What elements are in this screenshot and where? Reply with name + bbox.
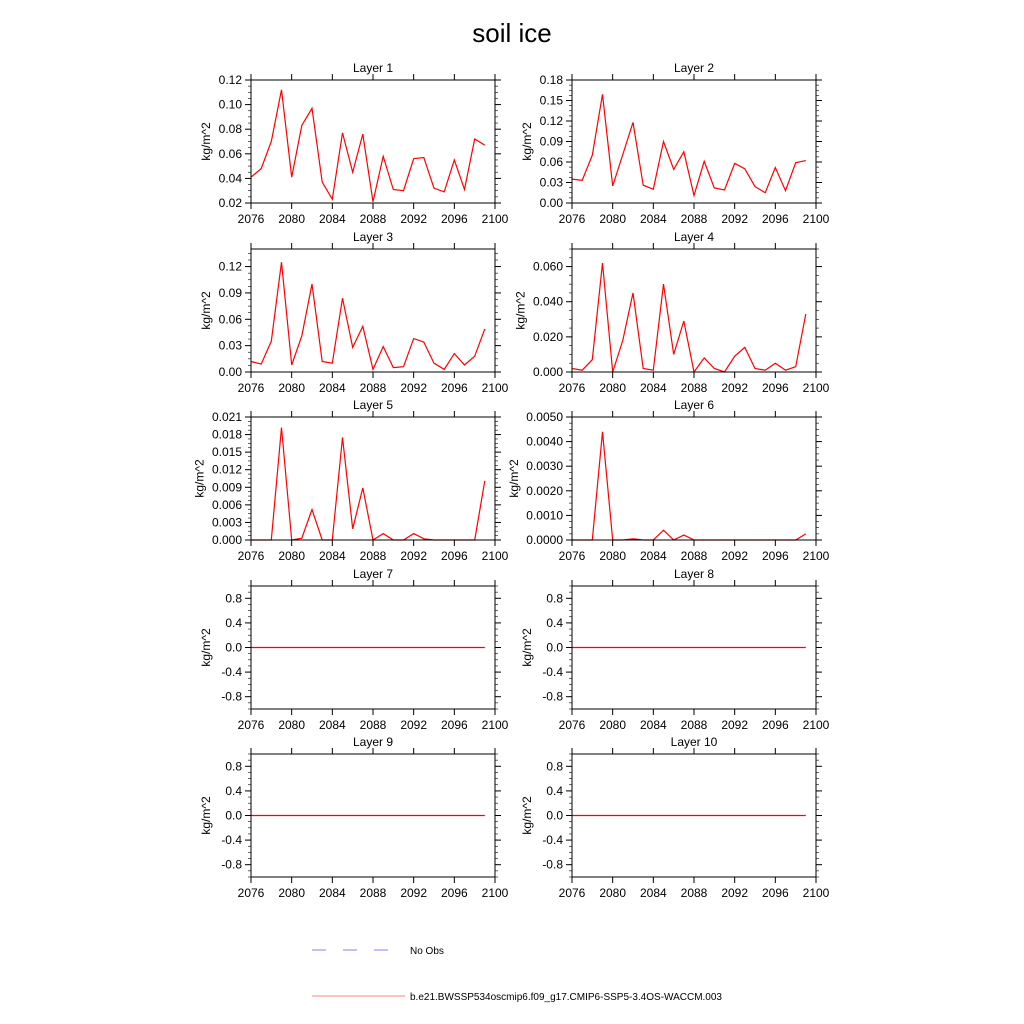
y-tick-label: 0.08 xyxy=(218,122,242,137)
plot-frame xyxy=(251,417,495,540)
y-tick-label: -0.8 xyxy=(542,689,563,704)
x-tick-label: 2084 xyxy=(318,718,346,732)
series-line xyxy=(572,94,806,195)
x-tick-label: 2076 xyxy=(237,718,265,732)
x-tick-label: 2088 xyxy=(680,381,708,395)
x-tick-label: 2084 xyxy=(318,886,346,900)
y-tick-label: 0.09 xyxy=(218,285,242,300)
y-axis-label: kg/m^2 xyxy=(199,122,214,161)
panel-layer-7 xyxy=(199,567,508,732)
y-tick-label: 0.0 xyxy=(225,808,242,823)
x-tick-label: 2092 xyxy=(400,886,428,900)
x-tick-label: 2096 xyxy=(761,886,789,900)
y-tick-label: 0.8 xyxy=(225,759,242,774)
x-tick-label: 2076 xyxy=(237,886,265,900)
y-tick-label: 0.015 xyxy=(211,445,242,460)
x-tick-label: 2088 xyxy=(680,718,708,732)
x-tick-label: 2088 xyxy=(359,718,387,732)
y-tick-label: 0.00 xyxy=(218,365,242,379)
y-tick-label: 0.4 xyxy=(225,783,242,798)
x-tick-label: 2088 xyxy=(680,212,708,226)
plot-frame xyxy=(572,417,816,540)
x-tick-label: 2076 xyxy=(558,549,586,563)
y-tick-label: 0.000 xyxy=(211,533,242,547)
y-tick-label: 0.12 xyxy=(218,259,242,274)
panel-title: Layer 3 xyxy=(352,230,394,244)
y-tick-label: 0.09 xyxy=(539,134,563,149)
y-tick-label: 0.06 xyxy=(218,312,242,327)
panel-layer-8 xyxy=(520,567,829,732)
y-axis-label: kg/m^2 xyxy=(192,459,207,498)
panel-title: Layer 5 xyxy=(352,398,394,412)
y-tick-label: 0.0050 xyxy=(526,410,563,424)
x-tick-label: 2080 xyxy=(599,549,627,563)
x-tick-label: 2088 xyxy=(359,886,387,900)
y-tick-label: 0.02 xyxy=(218,196,242,210)
panel-title: Layer 2 xyxy=(673,61,715,75)
y-tick-label: 0.006 xyxy=(211,497,242,512)
x-tick-label: 2100 xyxy=(802,381,830,395)
x-tick-label: 2092 xyxy=(400,718,428,732)
y-tick-label: 0.020 xyxy=(532,329,563,344)
chart-title: soil ice xyxy=(472,18,552,48)
x-tick-label: 2076 xyxy=(237,212,265,226)
x-tick-label: 2084 xyxy=(639,381,667,395)
x-tick-label: 2088 xyxy=(680,886,708,900)
y-axis-label: kg/m^2 xyxy=(199,291,214,330)
y-axis-label: kg/m^2 xyxy=(199,796,214,835)
x-tick-label: 2088 xyxy=(359,212,387,226)
x-tick-label: 2084 xyxy=(639,549,667,563)
x-tick-label: 2080 xyxy=(278,718,306,732)
x-tick-label: 2096 xyxy=(440,549,468,563)
y-tick-label: 0.8 xyxy=(225,591,242,606)
x-tick-label: 2076 xyxy=(558,886,586,900)
y-tick-label: 0.009 xyxy=(211,480,242,495)
x-tick-label: 2096 xyxy=(440,886,468,900)
x-tick-label: 2084 xyxy=(318,212,346,226)
y-tick-label: -0.4 xyxy=(221,665,242,680)
panel-title: Layer 1 xyxy=(352,61,394,75)
x-tick-label: 2080 xyxy=(599,381,627,395)
y-tick-label: 0.021 xyxy=(211,410,242,424)
x-tick-label: 2092 xyxy=(721,212,749,226)
y-tick-label: 0.8 xyxy=(546,759,563,774)
y-tick-label: -0.8 xyxy=(221,857,242,872)
series-line xyxy=(251,90,485,202)
y-tick-label: 0.10 xyxy=(218,97,242,112)
y-axis-label: kg/m^2 xyxy=(520,122,535,161)
y-tick-label: 0.4 xyxy=(225,615,242,630)
x-tick-label: 2092 xyxy=(400,212,428,226)
x-tick-label: 2096 xyxy=(440,212,468,226)
plot-frame xyxy=(572,249,816,372)
plot-frame xyxy=(251,249,495,372)
y-tick-label: 0.0040 xyxy=(526,434,563,449)
x-tick-label: 2076 xyxy=(237,381,265,395)
panel-layer-10 xyxy=(520,735,829,900)
panel-title: Layer 7 xyxy=(352,567,394,581)
panel-title: Layer 9 xyxy=(352,735,394,749)
y-tick-label: 0.003 xyxy=(211,515,242,530)
y-tick-label: -0.8 xyxy=(542,857,563,872)
x-tick-label: 2100 xyxy=(802,212,830,226)
y-tick-label: 0.012 xyxy=(211,462,242,477)
panel-title: Layer 8 xyxy=(673,567,715,581)
y-tick-label: 0.4 xyxy=(546,615,563,630)
y-tick-label: 0.0010 xyxy=(526,508,563,523)
series-line xyxy=(251,428,485,541)
y-tick-label: 0.06 xyxy=(539,155,563,169)
x-tick-label: 2100 xyxy=(481,886,509,900)
y-axis-label: kg/m^2 xyxy=(513,291,528,330)
x-tick-label: 2096 xyxy=(761,212,789,226)
x-tick-label: 2080 xyxy=(278,886,306,900)
panel-title: Layer 4 xyxy=(673,230,715,244)
x-tick-label: 2084 xyxy=(639,212,667,226)
x-tick-label: 2084 xyxy=(639,886,667,900)
x-tick-label: 2080 xyxy=(278,549,306,563)
series-line xyxy=(572,263,806,372)
x-tick-label: 2076 xyxy=(558,718,586,732)
y-tick-label: 0.03 xyxy=(539,175,563,190)
x-tick-label: 2080 xyxy=(599,212,627,226)
y-tick-label: -0.4 xyxy=(542,665,563,680)
y-tick-label: -0.4 xyxy=(221,833,242,848)
x-tick-label: 2080 xyxy=(278,212,306,226)
y-tick-label: -0.4 xyxy=(542,833,563,848)
y-axis-label: kg/m^2 xyxy=(199,628,214,667)
y-axis-label: kg/m^2 xyxy=(506,459,521,498)
y-tick-label: 0.12 xyxy=(539,114,563,128)
y-tick-label: 0.06 xyxy=(218,146,242,161)
x-tick-label: 2080 xyxy=(599,718,627,732)
x-tick-label: 2088 xyxy=(359,381,387,395)
x-tick-label: 2100 xyxy=(802,718,830,732)
y-axis-label: kg/m^2 xyxy=(520,628,535,667)
x-tick-label: 2092 xyxy=(721,718,749,732)
y-tick-label: 0.0000 xyxy=(526,533,563,547)
x-tick-label: 2096 xyxy=(761,381,789,395)
panel-layer-9 xyxy=(199,735,508,900)
x-tick-label: 2100 xyxy=(481,718,509,732)
y-tick-label: 0.060 xyxy=(532,259,563,274)
x-tick-label: 2084 xyxy=(318,381,346,395)
y-tick-label: 0.8 xyxy=(546,591,563,606)
x-tick-label: 2092 xyxy=(400,549,428,563)
y-tick-label: 0.0 xyxy=(225,640,242,655)
panel-layer-3 xyxy=(199,230,508,395)
panel-layer-4 xyxy=(514,230,830,395)
x-tick-label: 2084 xyxy=(639,718,667,732)
y-tick-label: 0.12 xyxy=(218,73,242,87)
x-tick-label: 2080 xyxy=(278,381,306,395)
x-tick-label: 2096 xyxy=(440,718,468,732)
x-tick-label: 2100 xyxy=(802,549,830,563)
panel-layer-6 xyxy=(507,398,830,563)
y-tick-label: 0.18 xyxy=(539,73,563,87)
x-tick-label: 2096 xyxy=(440,381,468,395)
x-tick-label: 2092 xyxy=(400,381,428,395)
x-tick-label: 2088 xyxy=(680,549,708,563)
y-axis-label: kg/m^2 xyxy=(520,796,535,835)
x-tick-label: 2076 xyxy=(558,212,586,226)
y-tick-label: 0.040 xyxy=(532,294,563,309)
panel-layer-2 xyxy=(520,61,829,226)
plot-frame xyxy=(572,80,816,203)
legend-obs-label: No Obs xyxy=(410,946,444,957)
x-tick-label: 2100 xyxy=(481,549,509,563)
panel-title: Layer 10 xyxy=(670,735,718,749)
series-line xyxy=(251,262,485,369)
panel-layer-1 xyxy=(199,61,508,226)
y-tick-label: 0.000 xyxy=(532,365,563,379)
x-tick-label: 2100 xyxy=(802,886,830,900)
y-tick-label: 0.018 xyxy=(211,427,242,442)
x-tick-label: 2092 xyxy=(721,886,749,900)
y-tick-label: 0.0 xyxy=(546,808,563,823)
x-tick-label: 2100 xyxy=(481,212,509,226)
panel-title: Layer 6 xyxy=(673,398,715,412)
legend-model-label: b.e21.BWSSP534oscmip6.f09_g17.CMIP6-SSP5-3.4OS-WACCM.003 xyxy=(410,992,722,1003)
x-tick-label: 2084 xyxy=(318,549,346,563)
y-tick-label: 0.03 xyxy=(218,338,242,353)
x-tick-label: 2080 xyxy=(599,886,627,900)
y-tick-label: 0.4 xyxy=(546,783,563,798)
y-tick-label: 0.00 xyxy=(539,196,563,210)
y-tick-label: 0.0030 xyxy=(526,459,563,474)
panel-layer-5 xyxy=(193,398,509,563)
x-tick-label: 2088 xyxy=(359,549,387,563)
y-tick-label: 0.04 xyxy=(218,171,242,186)
y-tick-label: 0.0 xyxy=(546,640,563,655)
x-tick-label: 2076 xyxy=(237,549,265,563)
x-tick-label: 2076 xyxy=(558,381,586,395)
legend xyxy=(312,946,722,1003)
x-tick-label: 2096 xyxy=(761,718,789,732)
x-tick-label: 2092 xyxy=(721,381,749,395)
x-tick-label: 2100 xyxy=(481,381,509,395)
y-tick-label: -0.8 xyxy=(221,689,242,704)
x-tick-label: 2092 xyxy=(721,549,749,563)
x-tick-label: 2096 xyxy=(761,549,789,563)
y-tick-label: 0.0020 xyxy=(526,483,563,498)
y-tick-label: 0.15 xyxy=(539,93,563,108)
series-line xyxy=(572,432,806,540)
